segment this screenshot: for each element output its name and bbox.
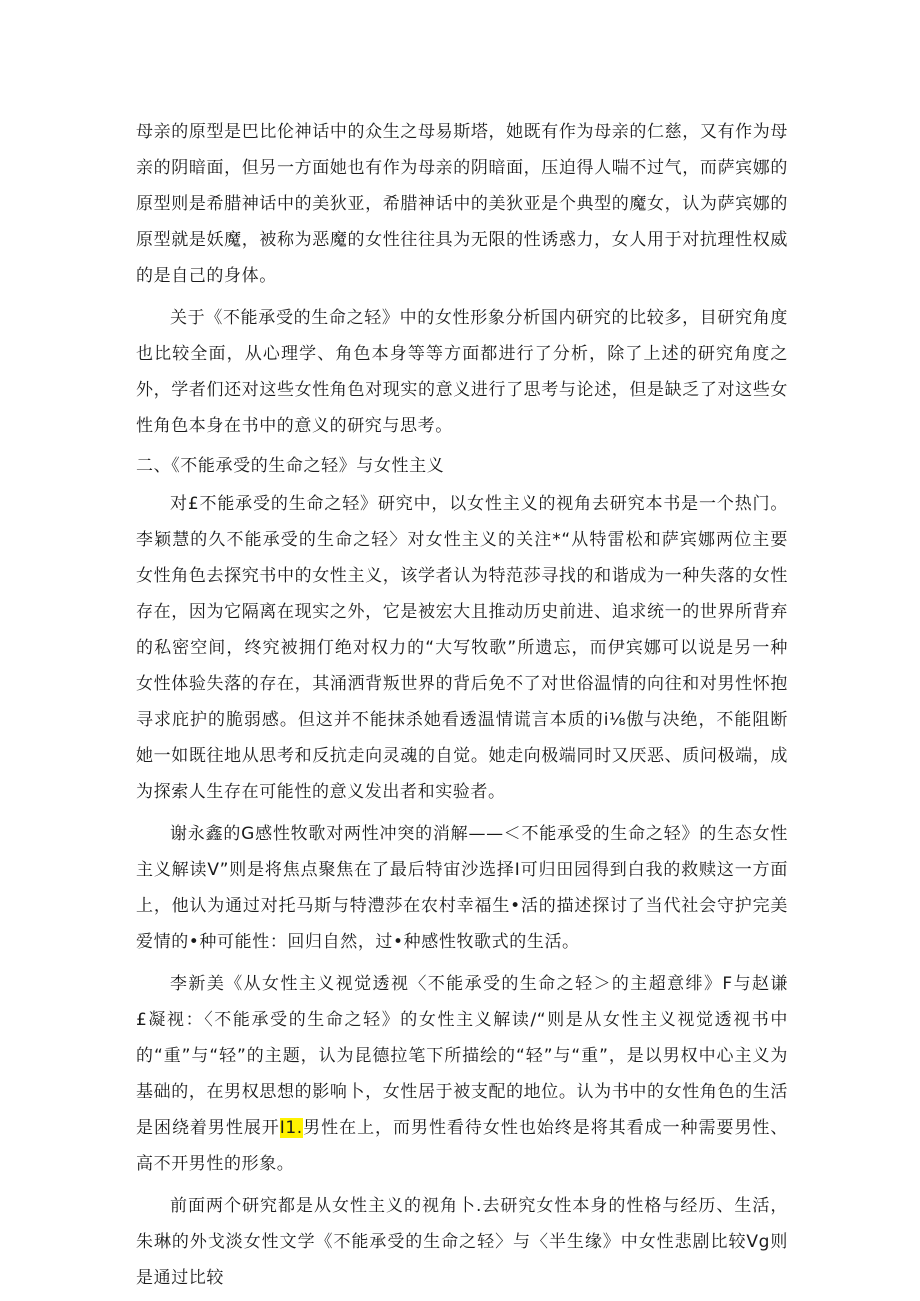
highlight-mark: I1. [279,1118,303,1138]
paragraph-5-text-b: 男性在上，而男性看待女性也始终是将其看成一种需要男性、高不开男性的形象。 [136,1118,788,1174]
paragraph-6: 前面两个研究都是从女性主义的视角卜.去研究女性本身的性格与经历、生活，朱琳的外戈淡女性文学《不能承受的生命之轻〉与〈半生缘》中女性悲剧比较Vg则是通过比较 [136,1196,788,1288]
paragraph-4: 谢永鑫的G感性牧歌对两性冲突的消解——＜不能承受的生命之轻》的生态女性主义解读V”则是将焦点聚焦在了最后特宙沙选择I可归田园得到白我的救赎这一方面上，他认为通过对托马斯与特澧莎在农村幸福生•活的描述探讨了当代社会守护完美爱情的•种可能性：回归自然，过•种感性牧歌式的生活。 [136,824,788,952]
paragraph-2: 关于《不能承受的生命之轻》中的女性形象分析国内研究的比较多，目研究角度也比较全面，从心理学、角色本身等等方面都进行了分析，除了上述的研究角度之外，学者们还对这些女性角色对现实的意义进行了思考与论述，但是缺乏了对这些女性角色本身在书中的意义的研究与思考。 [136,308,788,436]
section-heading: 二、《不能承受的生命之轻》与女性主义 [136,456,445,476]
paragraph-3: 对£不能承受的生命之轻》研究中，以女性主义的视角去研究本书是一个热门。李颖慧的久不能承受的生命之轻〉对女性主义的关注*“从特雷松和萨宾娜两位主要女性角色去探究书中的女性主义，该学者认为特范莎寻找的和谐成为一种失落的女性存在，因为它隔离在现实之外，它是被宏大且推动历史前进、追求统一的世界所背弃的私密空间，终究被拥仃绝对权力的“大写牧歌”所遗忘，而伊宾娜可以说是另一种女性体验失落的存在，其涌洒背叛世界的背后免不了对世俗温情的向往和对男性怀抱寻求庇护的脆弱感。但这并不能抹杀她看透温情谎言本质的i⅛傲与决绝，不能阻断她一如既往地从思考和反抗走向灵魂的自觉。她走向极端同时又厌恶、质问极端，成为探索人生存在可能性的意义发出者和实验者。 [136,494,788,802]
paragraph-1: 母亲的原型是巴比伦神话中的众生之母易斯塔，她既有作为母亲的仁慈，又有作为母亲的阴暗面，但另一方面她也有作为母亲的阴暗面，压迫得人喘不过气，而萨宾娜的原型则是希腊神话中的美狄亚，希腊神话中的美狄亚是个典型的魔女，认为萨宾娜的原型就是妖魔，被称为恶魔的女性往往具为无限的性诱惑力，女人用于对抗理性权威的是自己的身体。 [136,122,788,286]
paragraph-5-text-a: 李新美《从女性主义视觉透视〈不能承受的生命之轻＞的主超意绯》F与赵谦£凝视：〈不能承受的生命之轻》的女性主义解读/“则是从女性主义视觉透视书中的“重”与“轻”的主题，认为昆德拉笔下所描绘的“轻”与“重”，是以男权中心主义为基础的，在男权思想的影响卜，女性居于被支配的地位。认为书中的女性角色的生活是困绕着男性展开 [136,974,788,1138]
paragraph-5 [136,966,788,1182]
document-body [136,114,788,1296]
